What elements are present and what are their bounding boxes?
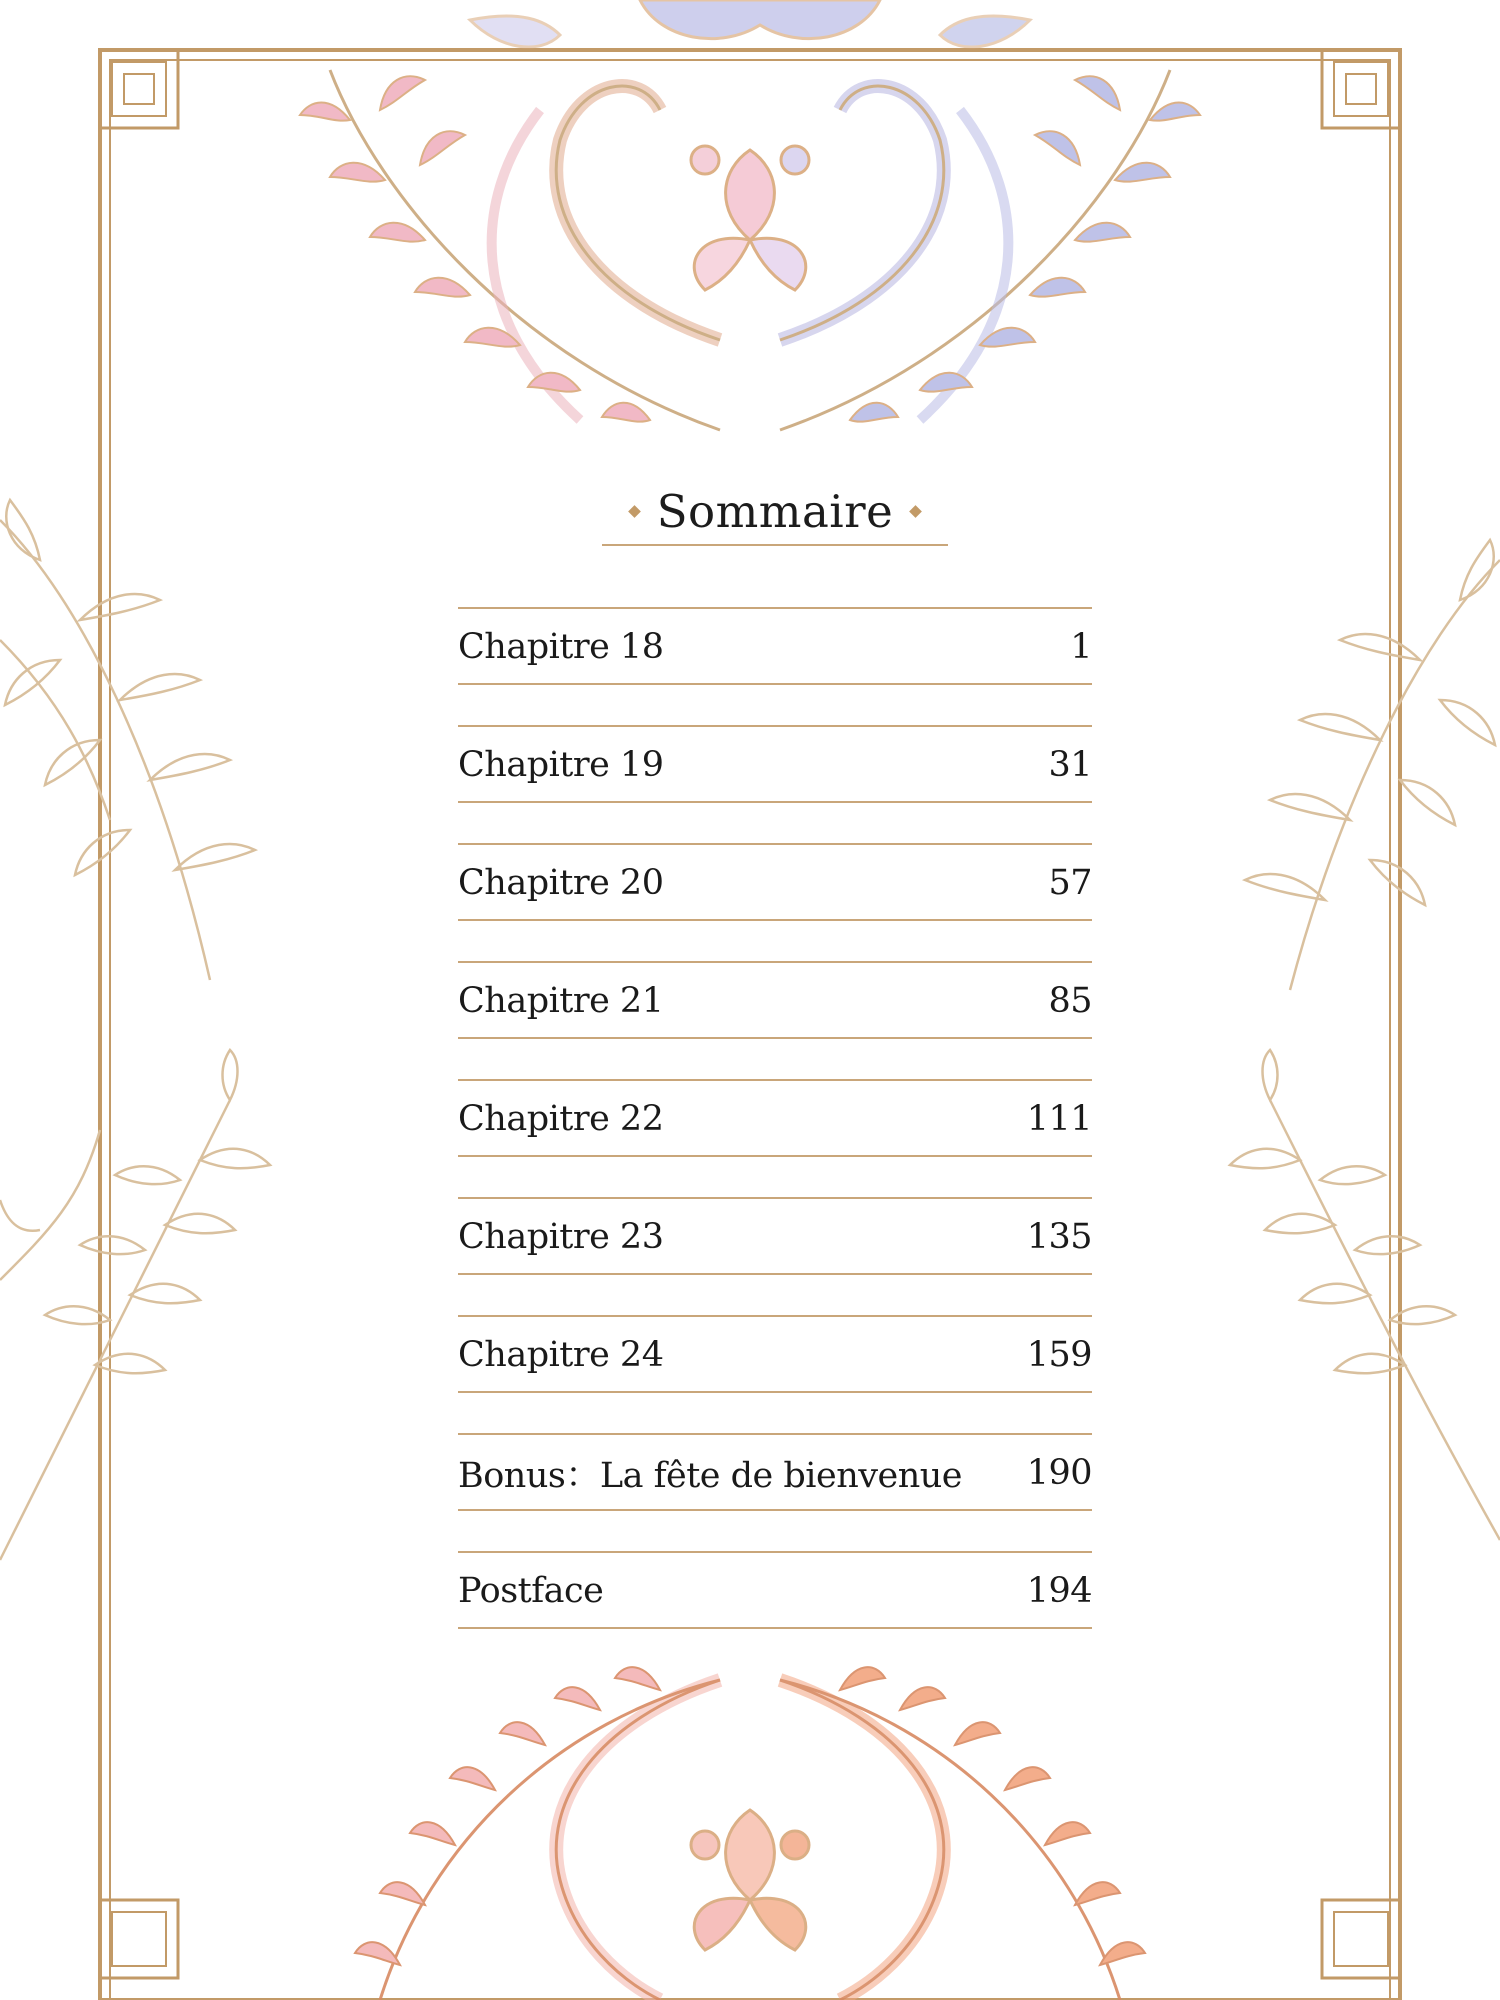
- toc-entry[interactable]: [458, 725, 1092, 803]
- toc-entry[interactable]: [458, 1079, 1092, 1157]
- page-title: Sommaire: [656, 484, 894, 538]
- toc-entry-page: 1: [1070, 627, 1092, 667]
- diamond-right-icon: [909, 505, 922, 518]
- toc-entry[interactable]: [458, 607, 1092, 685]
- top-floral-ornament: [300, 0, 1200, 430]
- toc-entry-label: Chapitre 24: [458, 1335, 664, 1375]
- diamond-left-icon: [628, 505, 641, 518]
- toc-entry-label: Chapitre 21: [458, 981, 664, 1021]
- toc-entry-page: 31: [1048, 745, 1092, 785]
- toc-entry[interactable]: [458, 1315, 1092, 1393]
- toc-entry-page: 194: [1026, 1571, 1092, 1611]
- toc-entry-label: Chapitre 20: [458, 863, 664, 903]
- bottom-floral-ornament: [355, 1667, 1145, 2000]
- toc-entry-label: Chapitre 18: [458, 627, 664, 667]
- toc-entry-page: 159: [1026, 1335, 1092, 1375]
- toc-entry[interactable]: [458, 1551, 1092, 1629]
- toc-entry[interactable]: [458, 843, 1092, 921]
- toc-entry-page: 135: [1026, 1217, 1092, 1257]
- toc-entry-page: 57: [1048, 863, 1092, 903]
- toc-entry-label: Chapitre 22: [458, 1099, 664, 1139]
- toc-title-block: [602, 478, 948, 546]
- toc-entry[interactable]: [458, 1433, 1092, 1511]
- title-underline: [602, 544, 948, 546]
- toc-entry-label: Bonus：La fête de bienvenue: [458, 1456, 963, 1496]
- left-line-ornaments: [0, 500, 270, 1560]
- toc-entry[interactable]: [458, 961, 1092, 1039]
- right-line-ornaments: [1230, 540, 1500, 1540]
- toc-entry-page: 111: [1026, 1099, 1092, 1139]
- toc-entry[interactable]: [458, 1197, 1092, 1275]
- toc-entry-label: Postface: [458, 1571, 604, 1611]
- toc-entry-page: 85: [1048, 981, 1092, 1021]
- toc-entry-label: Chapitre 23: [458, 1217, 664, 1257]
- toc-entry-label: Chapitre 19: [458, 745, 664, 785]
- toc-entry-page: 190: [1026, 1453, 1092, 1493]
